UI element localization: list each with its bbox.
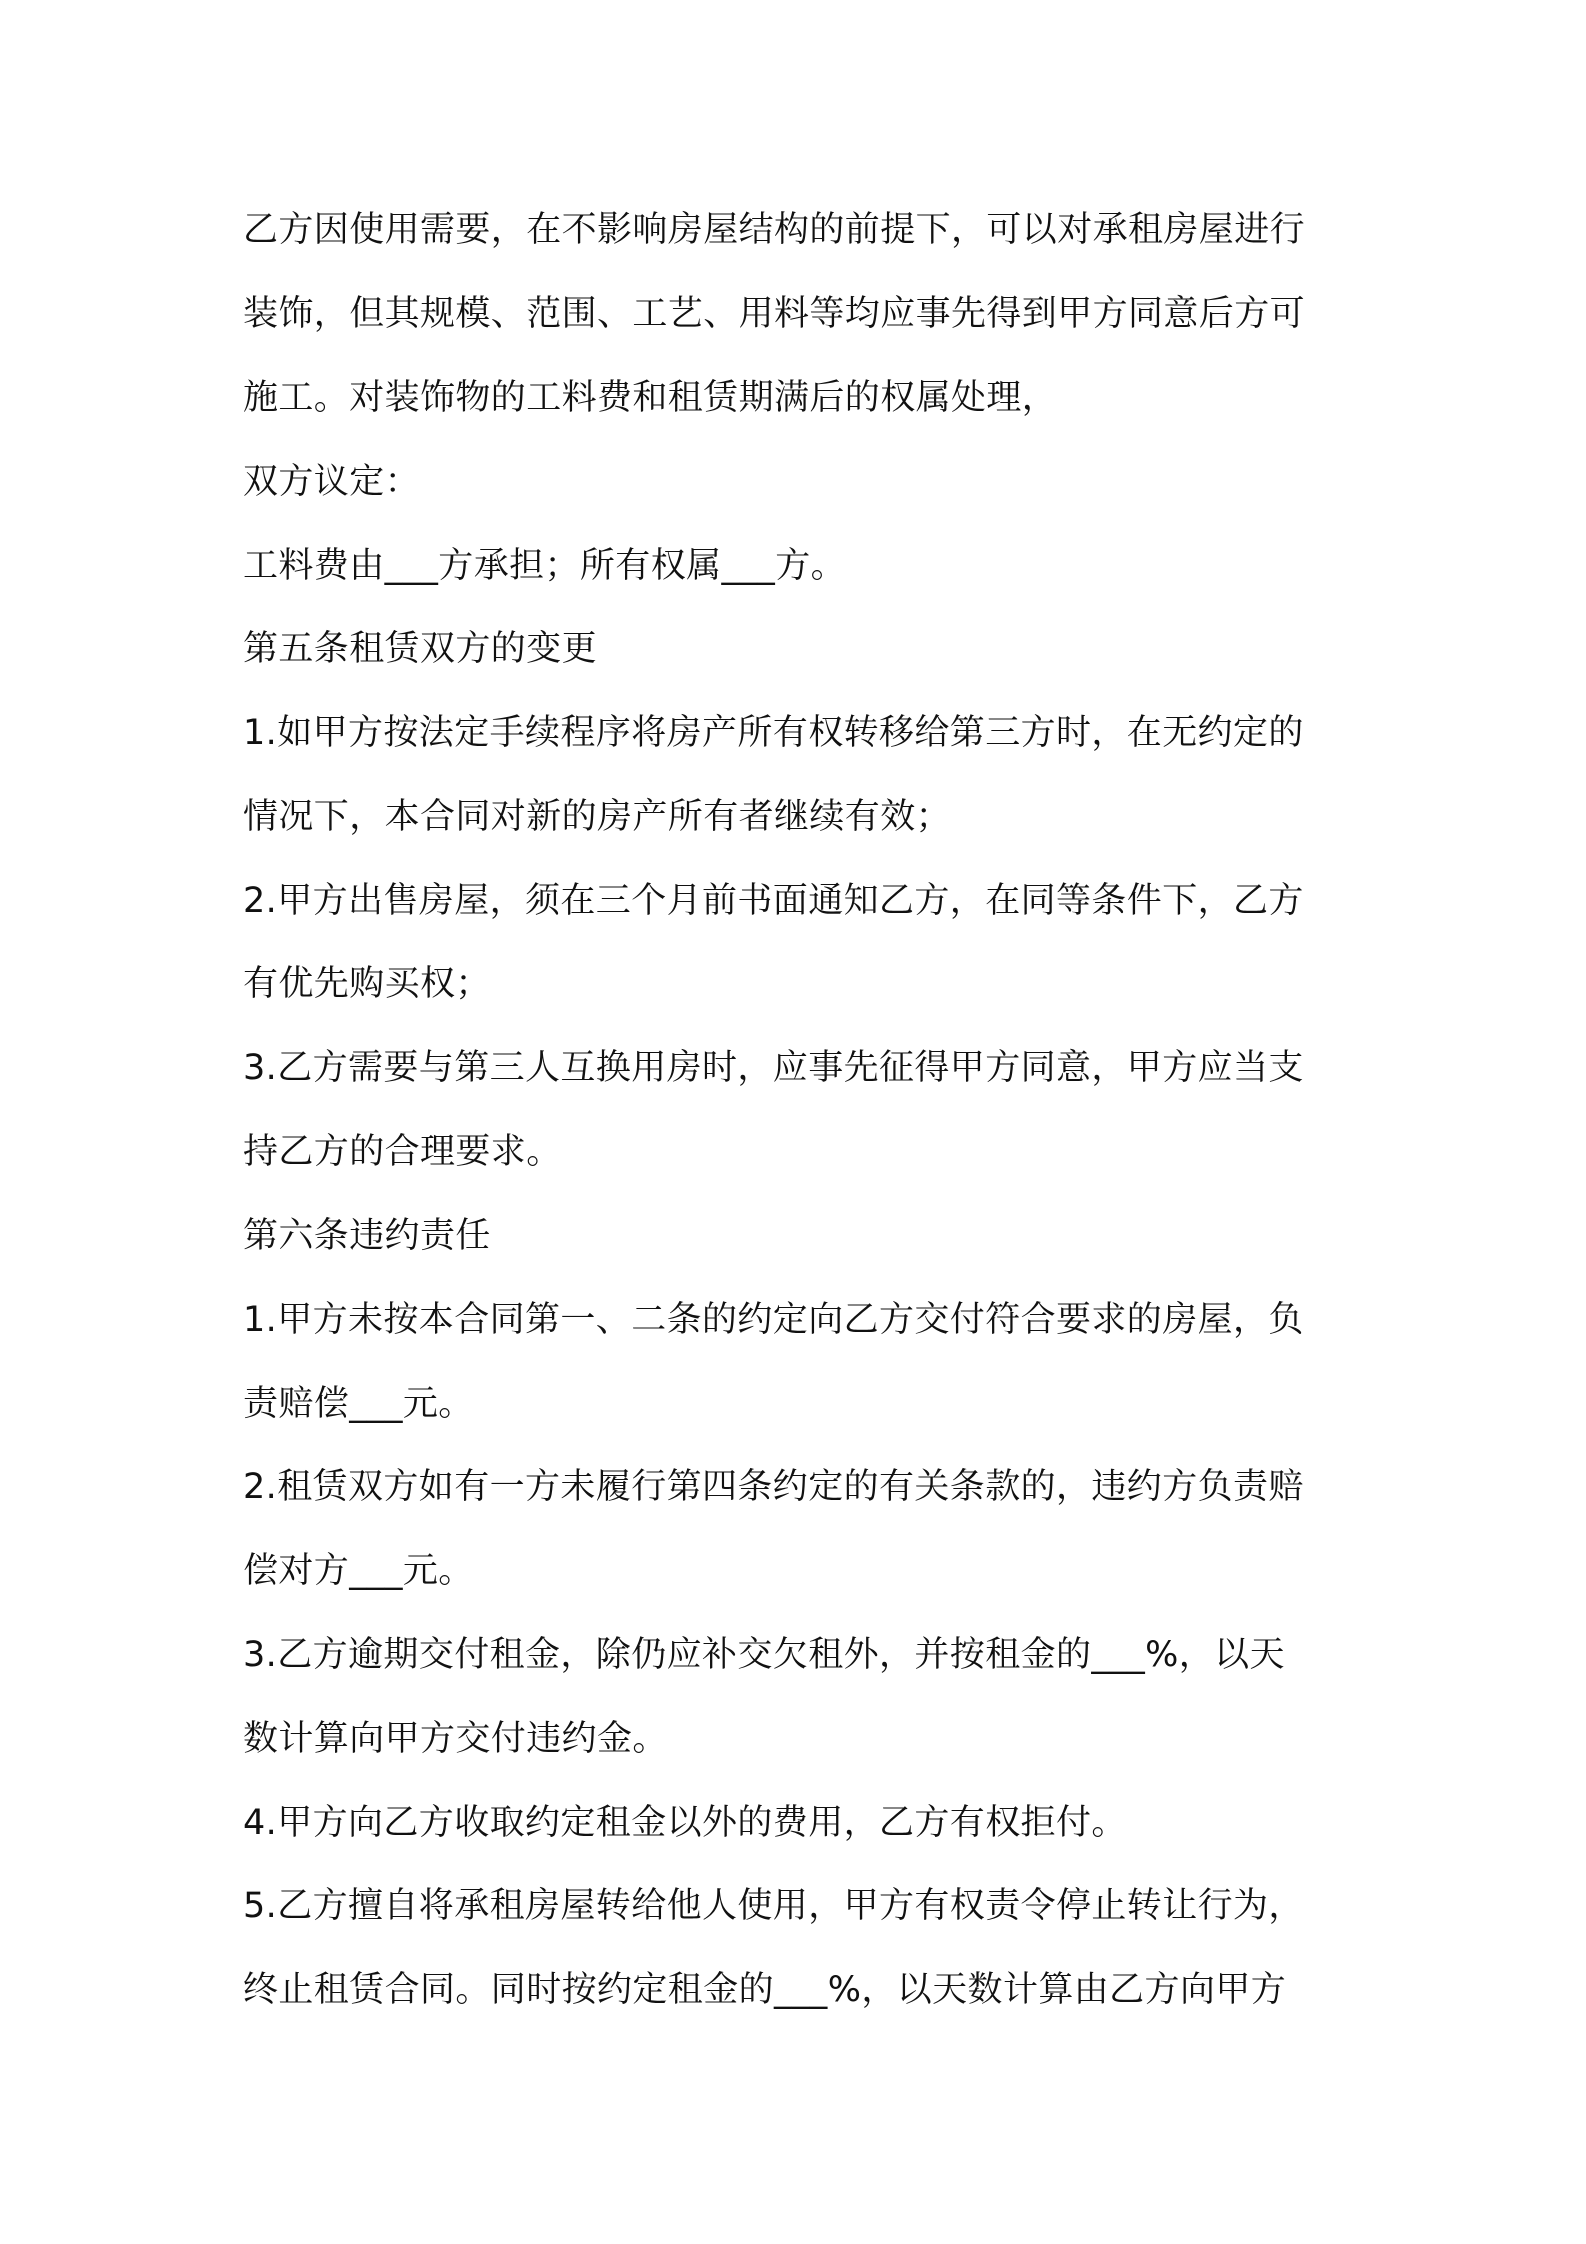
text-line: 1.甲方未按本合同第一、二条的约定向乙方交付符合要求的房屋，负 (243, 1300, 1304, 1340)
text-line: 数计算向甲方交付违约金。 (243, 1719, 668, 1759)
text-line: 情况下，本合同对新的房产所有者继续有效； (243, 797, 952, 837)
text-line: 3.乙方逾期交付租金，除仍应补交欠租外，并按租金的___%，以天 (243, 1635, 1285, 1675)
text-line: 2.租赁双方如有一方未履行第四条约定的有关条款的，违约方负责赔 (243, 1467, 1304, 1507)
text-line: 5.乙方擅自将承租房屋转给他人使用，甲方有权责令停止转让行为， (243, 1886, 1304, 1926)
section-heading: 第六条违约责任 (243, 1216, 491, 1256)
text-line: 装饰，但其规模、范围、工艺、用料等均应事先得到甲方同意后方可 (243, 294, 1306, 334)
text-line: 责赔偿___元。 (243, 1384, 474, 1424)
text-line: 施工。对装饰物的工料费和租赁期满后的权属处理， (243, 378, 1058, 418)
text-line: 双方议定： (243, 462, 421, 502)
text-line: 偿对方___元。 (243, 1551, 474, 1591)
text-line: 持乙方的合理要求。 (243, 1132, 562, 1172)
text-line: 乙方因使用需要，在不影响房屋结构的前提下，可以对承租房屋进行 (243, 210, 1306, 250)
section-heading: 第五条租赁双方的变更 (243, 629, 598, 669)
text-line: 2.甲方出售房屋，须在三个月前书面通知乙方，在同等条件下，乙方 (243, 881, 1304, 921)
text-line: 4.甲方向乙方收取约定租金以外的费用，乙方有权拒付。 (243, 1803, 1127, 1843)
text-line: 1.如甲方按法定手续程序将房产所有权转移给第三方时，在无约定的 (243, 713, 1304, 753)
text-line: 3.乙方需要与第三人互换用房时，应事先征得甲方同意，甲方应当支 (243, 1048, 1304, 1088)
text-line: 终止租赁合同。同时按约定租金的___%，以天数计算由乙方向甲方 (243, 1970, 1287, 2010)
text-line: 工料费由___方承担；所有权属___方。 (243, 546, 847, 586)
text-line: 有优先购买权； (243, 964, 491, 1004)
